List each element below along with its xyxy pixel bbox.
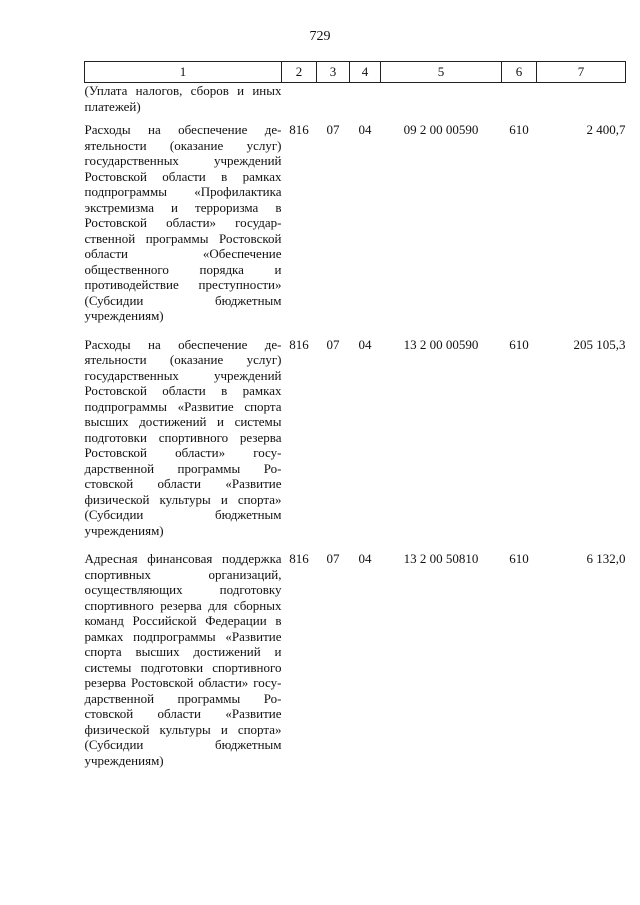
cell-ministry-code: 816 — [289, 122, 309, 137]
cell-expense-type — [502, 83, 537, 123]
column-header-7: 7 — [537, 62, 626, 83]
cell-ministry-code: 816 — [289, 336, 309, 352]
column-header-2: 2 — [282, 62, 317, 83]
cell-subsection-code — [350, 83, 381, 123]
row-description: Расходы на обеспечение деятельности (оказание услуг) государственных учреждений Ростовской области в рамках подпрограммы «Развитие спорта высших достижений и системы подготовки спортивного резерва Ростовской области» государственной программы Ростовской области «Развитие физической культуры и спорта» (Субсидии бюджетным учреждениям) — [84, 336, 282, 538]
cell-target-article: 09 2 00 00590 — [403, 122, 479, 137]
cell-expense-type: 610 — [509, 122, 529, 137]
column-header-3: 3 — [317, 62, 350, 83]
column-header-4: 4 — [350, 62, 381, 83]
column-header-1: 1 — [85, 62, 282, 83]
column-header-5: 5 — [381, 62, 502, 83]
cell-section-code: 07 — [326, 336, 340, 352]
row-description: Адресная финансовая поддержка спортивных организаций, осуществляющих подготовку спортивного резерва для сборных команд Российской Федерации в рамках подпрограммы «Развитие спорта высших достижений и системы подготовки спортивного резерва Ростовской области» государственной программы Ростовской области «Развитие физической культуры и спорта» (Субсидии бюджетным учреждениям) — [84, 551, 282, 768]
table-body — [85, 83, 626, 782]
cell-subsection-code: 04 — [358, 551, 372, 566]
cell-amount: 6 132,0 — [586, 551, 626, 566]
cell-amount: 2 400,7 — [586, 122, 626, 137]
cell-subsection-code: 04 — [358, 336, 372, 352]
table-row — [85, 83, 626, 123]
row-description: (Уплата налогов, сборов и иных платежей) — [84, 83, 282, 114]
table-row — [85, 337, 626, 552]
column-header-6: 6 — [502, 62, 537, 83]
budget-table — [84, 61, 626, 781]
cell-target-article: 13 2 00 50810 — [403, 551, 479, 566]
cell-target-article — [381, 83, 502, 123]
cell-expense-type: 610 — [509, 336, 529, 352]
table-row — [85, 122, 626, 337]
cell-section-code — [317, 83, 350, 123]
cell-ministry-code — [282, 83, 317, 123]
cell-amount: 205 105,3 — [573, 336, 626, 352]
table-row — [85, 551, 626, 781]
cell-subsection-code: 04 — [358, 122, 372, 137]
table-header — [85, 62, 626, 83]
header-row — [85, 62, 626, 83]
cell-section-code: 07 — [326, 122, 340, 137]
row-description: Расходы на обеспечение деятельности (оказание услуг) государственных учреждений Ростовской области в рамках подпрограммы «Профилактика экстремизма и терроризма в Ростовской области» государственной программы Ростовской области «Обеспечение общественного порядка и противодействие преступности» (Субсидии бюджетным учреждениям) — [84, 122, 282, 323]
cell-expense-type: 610 — [509, 551, 529, 566]
page-number: 729 — [309, 29, 331, 44]
cell-target-article: 13 2 00 00590 — [403, 336, 479, 352]
cell-ministry-code: 816 — [289, 551, 309, 566]
cell-amount — [537, 83, 626, 123]
cell-section-code: 07 — [326, 551, 340, 566]
